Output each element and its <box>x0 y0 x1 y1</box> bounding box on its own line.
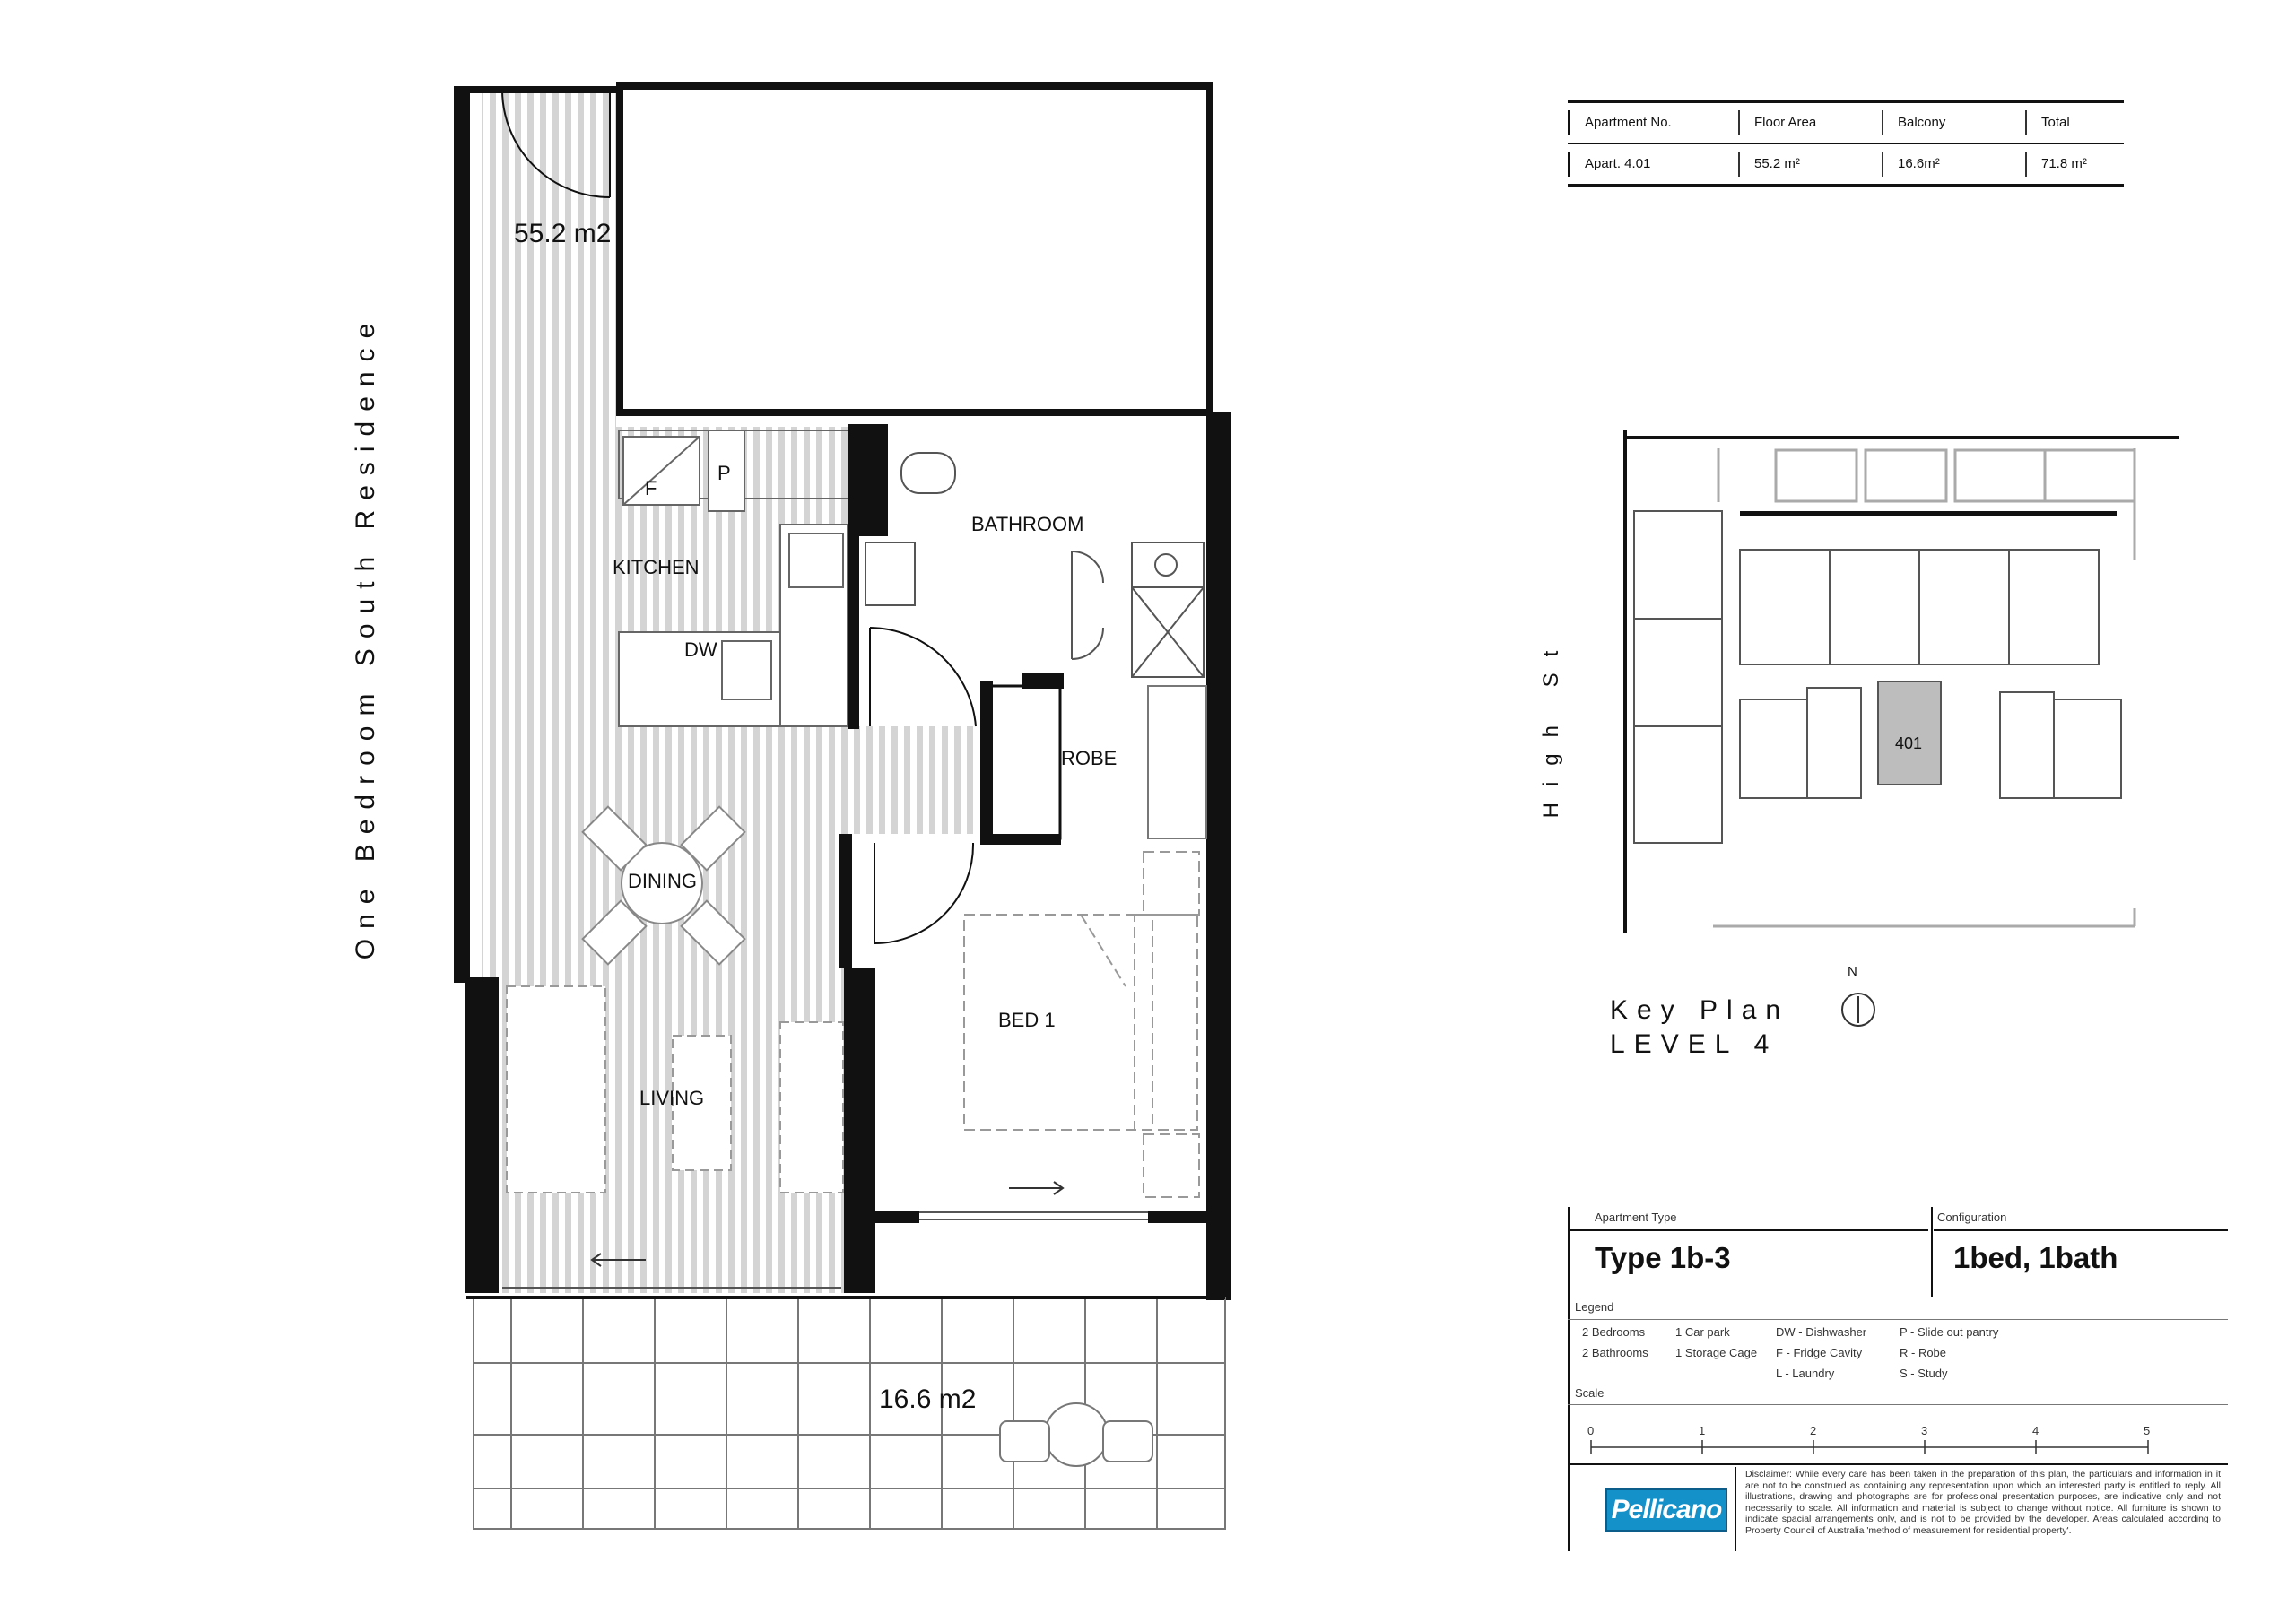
area-table <box>1568 100 2124 187</box>
key-plan-title-line1: Key Plan <box>1610 995 1790 1025</box>
table-header: Apartment No. <box>1568 110 1738 135</box>
legend-item: F - Fridge Cavity <box>1776 1346 1863 1359</box>
bed1-label: BED 1 <box>998 1009 1056 1031</box>
table-cell: 55.2 m² <box>1738 152 1882 177</box>
dishwasher-label: DW <box>684 638 718 661</box>
robe-label: ROBE <box>1061 747 1118 769</box>
table-cell: Apart. 4.01 <box>1568 152 1738 177</box>
table-header: Balcony <box>1882 110 2025 135</box>
bathroom <box>865 453 1204 677</box>
legend-item: 2 Bedrooms <box>1582 1325 1646 1339</box>
legend-label: Legend <box>1575 1300 1614 1314</box>
apartment-type-label: Apartment Type <box>1595 1211 1677 1224</box>
scale-tick: 0 <box>1587 1424 1595 1437</box>
kitchen-label: KITCHEN <box>613 556 700 578</box>
scale-tick: 1 <box>1699 1424 1706 1437</box>
scale-tick: 3 <box>1921 1424 1928 1437</box>
disclaimer: Disclaimer: While every care has been taken in the preparation of this plan, the particulars and information in it are not to be construed as containing any representation upon which an interested party is entitled to reply. All illustrations, drawing and photographs are for professional presentation purposes, are indicative only and not necessarily to scale. All information and material is subject to change without notice. All furniture is shown to indicate spacial arrangements only, and is not to be provided by the developer. Areas calculated according to Property Council of Australia 'method of measurement for residential property'. <box>1745 1469 2221 1536</box>
table-bottom-rule <box>1568 184 2124 187</box>
rule <box>1568 1319 2228 1320</box>
scale-tick: 4 <box>2032 1424 2039 1437</box>
living-label: LIVING <box>639 1087 705 1109</box>
pellicano-logo: Pellicano <box>1605 1488 1727 1532</box>
key-plan <box>1596 430 2179 950</box>
legend-item: S - Study <box>1900 1367 1948 1380</box>
rule <box>1568 1229 1928 1231</box>
bathroom-label: BATHROOM <box>971 513 1084 535</box>
legend-item: 2 Bathrooms <box>1582 1346 1648 1359</box>
table-row <box>1568 144 2124 184</box>
configuration-label: Configuration <box>1937 1211 2007 1224</box>
title-block-left-rule <box>1568 1207 1570 1551</box>
table-header: Floor Area <box>1738 110 1882 135</box>
legend-item: P - Slide out pantry <box>1900 1325 1999 1339</box>
north-label: N <box>1848 964 1857 979</box>
unit-401-label: 401 <box>1895 734 1923 752</box>
table-cell: 16.6m² <box>1882 152 2025 177</box>
title-block <box>1568 1207 2228 1551</box>
table-header-row <box>1568 103 2124 143</box>
legend-item: L - Laundry <box>1776 1367 1835 1380</box>
side-title-text: One Bedroom South Residence <box>351 313 380 960</box>
legend-item: R - Robe <box>1900 1346 1947 1359</box>
north-arrow-icon <box>1841 993 1875 1027</box>
rule <box>1931 1207 1933 1297</box>
table-cell: 71.8 m² <box>2025 152 2124 177</box>
rule <box>1568 1463 2228 1465</box>
unit-401-highlight <box>1878 681 1941 785</box>
legend-item: DW - Dishwasher <box>1776 1325 1867 1339</box>
key-plan-title <box>1610 994 1789 1062</box>
legend-item: 1 Storage Cage <box>1675 1346 1758 1359</box>
legend-item: 1 Car park <box>1675 1325 1730 1339</box>
key-plan-title-line2: LEVEL 4 <box>1610 1029 1779 1059</box>
dining-label: DINING <box>628 870 697 892</box>
fridge-label: F <box>645 477 657 499</box>
pantry-label: P <box>718 462 731 484</box>
scale-tick: 5 <box>2144 1424 2151 1437</box>
street-label-text: High St <box>1539 634 1563 819</box>
balcony <box>474 1298 1225 1529</box>
apartment-type: Type 1b-3 <box>1595 1241 1731 1274</box>
balcony-area-label: 16.6 m2 <box>879 1384 977 1414</box>
neighbour-block <box>620 86 1210 412</box>
rule <box>1568 1404 2228 1405</box>
scale-label: Scale <box>1575 1386 1605 1400</box>
configuration: 1bed, 1bath <box>1953 1241 2118 1274</box>
scale-bar <box>1586 1436 2160 1458</box>
rule <box>1735 1467 1736 1551</box>
scale-tick: 2 <box>1810 1424 1817 1437</box>
internal-area-label: 55.2 m2 <box>514 219 612 248</box>
table-header: Total <box>2025 110 2124 135</box>
rule <box>1934 1229 2228 1231</box>
